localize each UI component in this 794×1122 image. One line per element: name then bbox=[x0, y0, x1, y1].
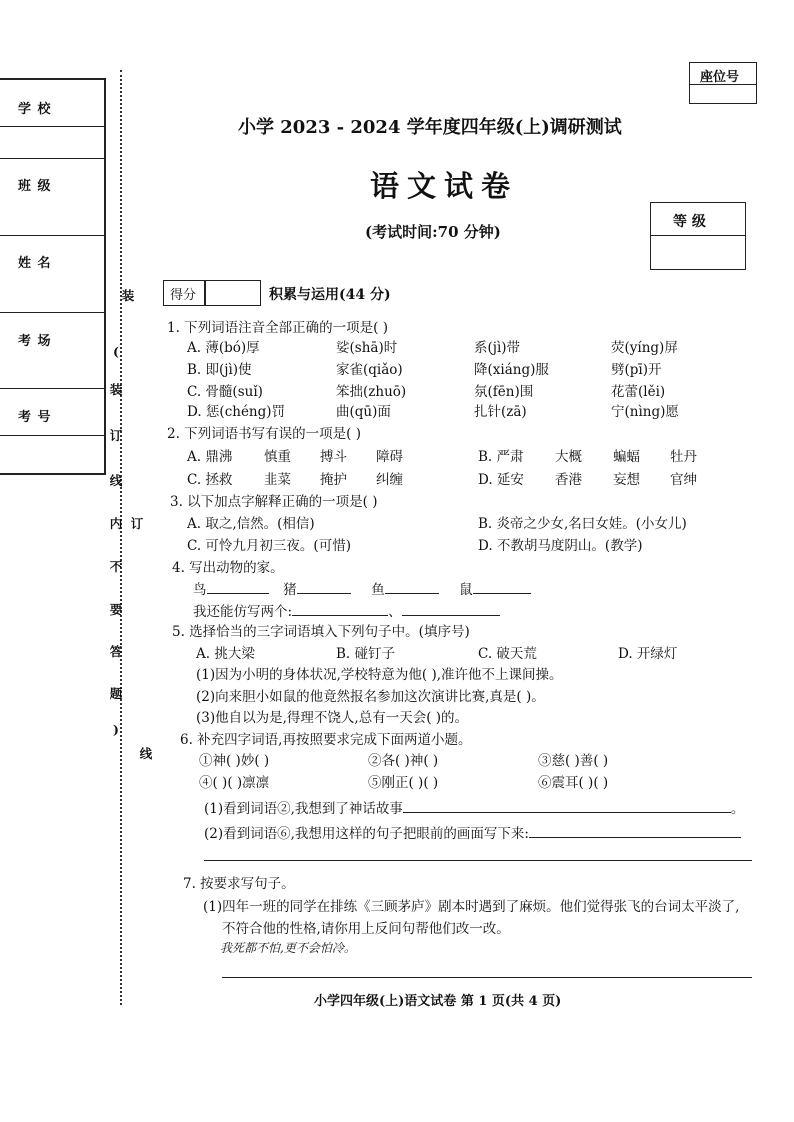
name-field-label: 姓 名 bbox=[18, 256, 52, 271]
exam-number-field-label: 考 号 bbox=[18, 410, 52, 425]
school-field-label: 学 校 bbox=[18, 102, 52, 117]
q2-word: B. 严肃 bbox=[478, 449, 524, 465]
answer-blank[interactable] bbox=[297, 593, 351, 594]
q6-idiom: ①神( )妙( ) bbox=[199, 753, 270, 769]
page-footer: 小学四年级(上)语文试卷 第 1 页(共 4 页) bbox=[314, 994, 562, 1009]
q2-word: 纠缠 bbox=[376, 472, 403, 488]
q1-option: 劈(pī)开 bbox=[611, 362, 662, 378]
q2-stem: 2. 下列词语书写有误的一项是( ) bbox=[167, 426, 361, 442]
q1-option: C. 骨髓(suǐ) bbox=[187, 384, 263, 400]
exam-header-title: 小学 2023 - 2024 学年度四年级(上)调研测试 bbox=[238, 117, 622, 138]
q1-option: 笨拙(zhuō) bbox=[336, 384, 407, 400]
q6-sub2-text: (2)看到词语⑥,我想用这样的句子把眼前的画面写下来: bbox=[204, 826, 529, 842]
q2-word: 搏斗 bbox=[320, 449, 347, 465]
q6-sub1-end: 。 bbox=[730, 801, 745, 817]
q1-option: 系(jì)带 bbox=[474, 340, 521, 356]
score-label: 得分 bbox=[170, 288, 197, 303]
binding-char: 线 bbox=[139, 746, 153, 761]
q1-option: A. 薄(bó)厚 bbox=[187, 340, 260, 356]
q5-option-c: C. 破天荒 bbox=[478, 646, 537, 662]
answer-blank[interactable] bbox=[292, 615, 388, 616]
binding-char: 不 bbox=[109, 559, 123, 574]
binding-char: 装 bbox=[109, 382, 123, 397]
q3-option-a: A. 取之,信然。(相信) bbox=[187, 516, 315, 532]
seat-number-label: 座位号 bbox=[700, 70, 740, 85]
q7-quote: 我死都不怕,更不会怕冷。 bbox=[220, 941, 356, 955]
q4-imitate-label: 我还能仿写两个: bbox=[193, 604, 293, 620]
q1-option: 娑(shā)时 bbox=[336, 340, 398, 356]
binding-char: 装 bbox=[121, 288, 135, 303]
q4-animal: 鱼 bbox=[371, 582, 385, 598]
grade-box bbox=[650, 202, 746, 270]
q4-animal: 猪 bbox=[283, 582, 297, 598]
q1-option: 扎针(zā) bbox=[474, 404, 527, 420]
q4-animal: 鸟 bbox=[193, 582, 207, 598]
q5-option-a: A. 挑大梁 bbox=[196, 646, 255, 662]
answer-line[interactable] bbox=[222, 977, 752, 978]
q6-sub1-text: (1)看到词语②,我想到了神话故事 bbox=[204, 801, 403, 817]
q6-idiom: ④( )( )凛凛 bbox=[199, 775, 270, 791]
q3-option-b: B. 炎帝之少女,名曰女娃。(小女儿) bbox=[478, 516, 687, 532]
class-field-label: 班 级 bbox=[18, 179, 52, 194]
q2-word: C. 拯救 bbox=[187, 472, 233, 488]
answer-blank[interactable] bbox=[473, 593, 531, 594]
exam-room-field-label: 考 场 bbox=[18, 334, 52, 349]
grade-label: 等 级 bbox=[673, 214, 706, 230]
q2-word: 大概 bbox=[555, 449, 582, 465]
student-info-table bbox=[0, 78, 106, 475]
binding-char: 订 bbox=[130, 516, 144, 531]
q4-animal: 鼠 bbox=[459, 582, 473, 598]
q5-sentence-3: (3)他自以为是,得理不饶人,总有一天会( )的。 bbox=[196, 710, 469, 726]
q6-stem: 6. 补充四字词语,再按照要求完成下面两道小题。 bbox=[180, 732, 472, 748]
q1-option: 花蕾(lěi) bbox=[611, 384, 666, 400]
q2-word: A. 鼎沸 bbox=[187, 449, 233, 465]
q7-stem: 7. 按要求写句子。 bbox=[183, 876, 295, 892]
q4-animal-row bbox=[193, 578, 531, 598]
binding-char: ) bbox=[113, 722, 119, 737]
q6-idiom: ⑤刚正( )( ) bbox=[368, 775, 439, 791]
q2-word: 掩护 bbox=[320, 472, 347, 488]
q5-option-d: D. 开绿灯 bbox=[618, 646, 678, 662]
q6-idiom: ②各( )神( ) bbox=[368, 753, 439, 769]
binding-char: 要 bbox=[109, 602, 123, 617]
q1-option: 荧(yíng)屏 bbox=[611, 340, 678, 356]
binding-dotted-line bbox=[120, 70, 122, 1005]
q2-word: 香港 bbox=[555, 472, 582, 488]
q5-stem: 5. 选择恰当的三字词语填入下列句子中。(填序号) bbox=[172, 624, 470, 640]
q2-word: 障碍 bbox=[376, 449, 403, 465]
q4-stem: 4. 写出动物的家。 bbox=[172, 560, 284, 576]
q1-option: B. 即(jì)使 bbox=[187, 362, 252, 378]
answer-blank[interactable] bbox=[529, 837, 741, 838]
binding-char: 内 bbox=[109, 516, 123, 531]
q6-sub1 bbox=[204, 797, 744, 817]
answer-blank[interactable] bbox=[207, 593, 269, 594]
q6-idiom: ③慈( )善( ) bbox=[538, 753, 609, 769]
q3-option-c: C. 可怜九月初三夜。(可惜) bbox=[187, 538, 351, 554]
q5-option-b: B. 碰钉子 bbox=[336, 646, 396, 662]
exam-time: (考试时间:70 分钟) bbox=[365, 223, 501, 241]
q2-word: 牡丹 bbox=[670, 449, 697, 465]
q3-option-d: D. 不教胡马度阴山。(教学) bbox=[478, 538, 643, 554]
q1-option: 曲(qū)面 bbox=[336, 404, 391, 420]
score-box bbox=[163, 280, 261, 306]
q2-word: D. 延安 bbox=[478, 472, 524, 488]
q1-option: 家雀(qiǎo) bbox=[336, 362, 403, 378]
q2-word: 官绅 bbox=[670, 472, 697, 488]
q1-option: 宁(nìng)愿 bbox=[611, 404, 679, 420]
q1-option: D. 惩(chéng)罚 bbox=[187, 404, 286, 420]
binding-char: 题 bbox=[109, 686, 123, 701]
q7-instruction-line1: (1)四年一班的同学在排练《三顾茅庐》剧本时遇到了麻烦。他们觉得张飞的台词太平淡了, bbox=[203, 899, 740, 915]
q4-imitate-row bbox=[193, 600, 500, 620]
answer-line[interactable] bbox=[204, 860, 752, 861]
q1-option: 氛(fēn)围 bbox=[474, 384, 534, 400]
q5-sentence-2: (2)向来胆小如鼠的他竟然报名参加这次演讲比赛,真是( )。 bbox=[196, 689, 545, 705]
q2-word: 韭菜 bbox=[264, 472, 291, 488]
q2-word: 蝙蝠 bbox=[613, 449, 640, 465]
binding-char: 答 bbox=[109, 644, 123, 659]
q1-stem: 1. 下列词语注音全部正确的一项是( ) bbox=[167, 320, 388, 336]
binding-char: 订 bbox=[109, 428, 123, 443]
binding-char: 线 bbox=[109, 473, 123, 488]
q6-sub2 bbox=[204, 822, 741, 842]
answer-blank[interactable] bbox=[385, 593, 439, 594]
q7-instruction-line2: 不符合他的性格,请你用上反问句帮他们改一改。 bbox=[222, 921, 510, 937]
subject-title: 语文试卷 bbox=[370, 169, 519, 203]
seat-number-box bbox=[689, 62, 757, 104]
q6-idiom: ⑥震耳( )( ) bbox=[538, 775, 609, 791]
q2-word: 慎重 bbox=[264, 449, 291, 465]
q4-separator: 、 bbox=[388, 604, 402, 620]
q3-stem: 3. 以下加点字解释正确的一项是( ) bbox=[170, 494, 378, 510]
section-title: 积累与运用(44 分) bbox=[269, 287, 391, 303]
binding-char: ( bbox=[113, 344, 119, 359]
answer-blank[interactable] bbox=[403, 812, 731, 813]
q2-word: 妄想 bbox=[613, 472, 640, 488]
q5-sentence-1: (1)因为小明的身体状况,学校特意为他( ),准许他不上课间操。 bbox=[196, 667, 563, 683]
q1-option: 降(xiáng)服 bbox=[474, 362, 549, 378]
answer-blank[interactable] bbox=[402, 615, 500, 616]
